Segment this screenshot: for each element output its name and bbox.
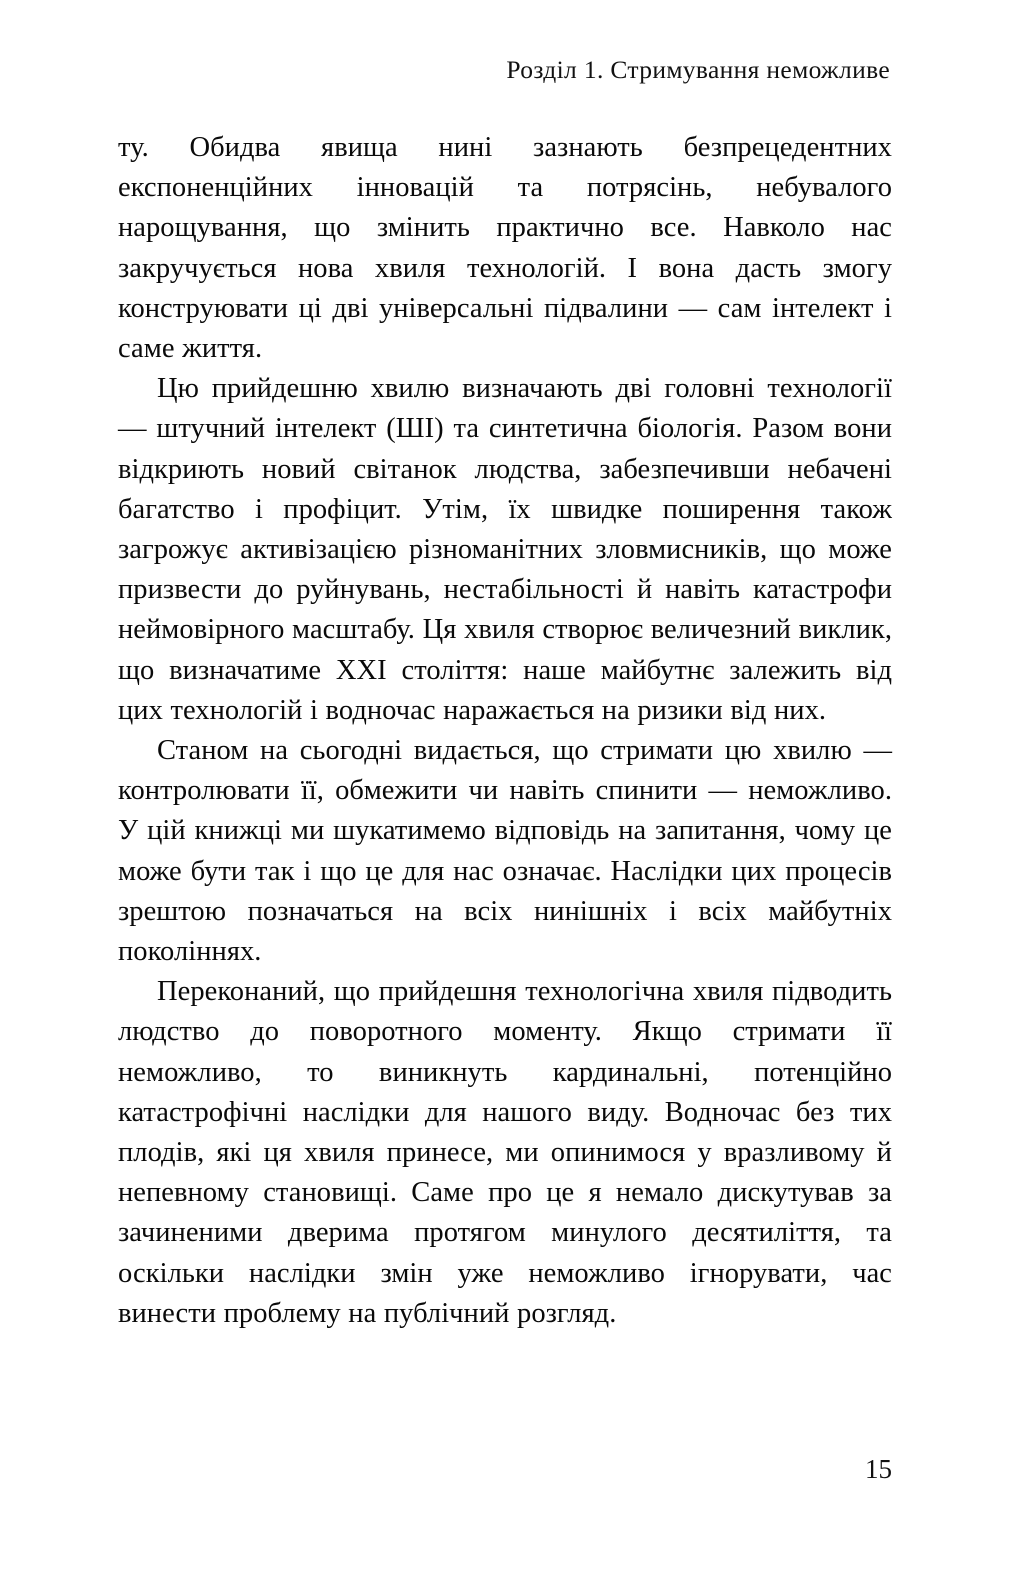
paragraph: ту. Обидва явища нині зазнають безпрецедентних експоненційних інновацій та потрясінь, небувалого нарощування, що змінить практично все. Навколо нас закручується нова хвиля технологій. І вона дасть змогу конструювати ці дві універсальні підвалини — сам інтелект і саме життя. bbox=[118, 132, 892, 365]
paragraph: Переконаний, що прийдешня технологічна хвиля підводить людство до поворотного моменту. Якщо стримати її неможливо, то виникнуть кардинальні, потенційно катастрофічні наслідки для нашого виду. Водночас без тих плодів, які ця хвиля принесе, ми опинимося у вразливому й непевному становищі. Саме про це я немало дискутував за зачиненими дверима протягом минулого десятиліття, та оскільки наслідки змін уже неможливо ігнорувати, час винести проблему на публічний розгляд. bbox=[118, 976, 892, 1329]
page-number: 15 bbox=[865, 1454, 892, 1484]
body-text-block bbox=[118, 128, 892, 1334]
paragraph: Станом на сьогодні видається, що стримати цю хвилю — контролювати її, обмежити чи навіть спинити — неможливо. У цій книжці ми шукатимемо відповідь на запитання, чому це може бути так і що це для нас означає. Наслідки цих процесів зрештою позначаться на всіх нинішніх і всіх майбутніх поколіннях. bbox=[118, 735, 892, 968]
running-head: Розділ 1. Стримування неможливе bbox=[506, 55, 890, 84]
paragraph: Цю прийдешню хвилю визначають дві головні технології — штучний інтелект (ШІ) та синтетична біологія. Разом вони відкриють новий світанок людства, забезпечивши небачені багатство і профіцит. Утім, їх швидке поширення також загрожує активізацією різноманітних зловмисників, що може призвести до руйнувань, нестабільності й навіть катастрофи неймовірного масштабу. Ця хвиля створює величезний виклик, що визначатиме XXI століття: наше майбутнє залежить від цих технологій і водночас наражається на ризики від них. bbox=[118, 373, 892, 726]
